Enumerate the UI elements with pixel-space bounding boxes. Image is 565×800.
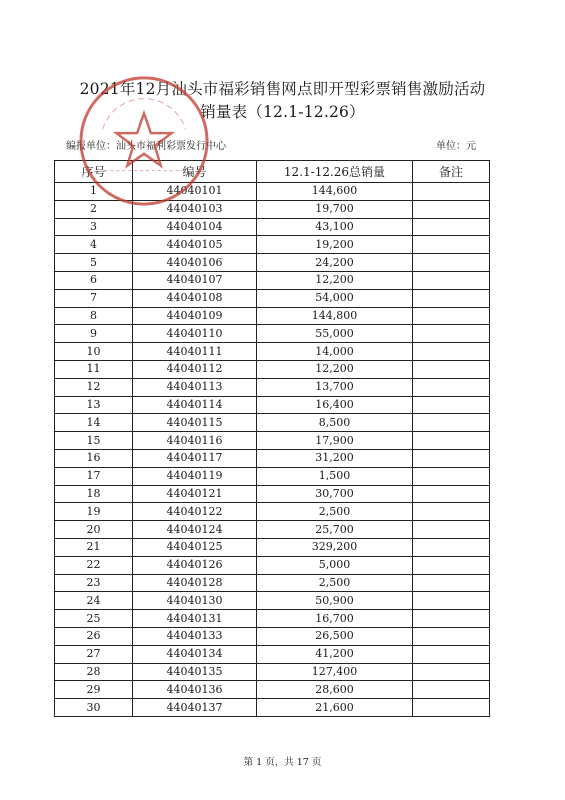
cell-note [413, 449, 490, 467]
cell-sales: 28,600 [257, 681, 413, 699]
cell-code: 44040134 [133, 645, 257, 663]
cell-code: 44040131 [133, 610, 257, 628]
table-row [55, 574, 490, 592]
cell-sales: 16,700 [257, 610, 413, 628]
cell-code: 44040108 [133, 289, 257, 307]
cell-sales: 2,500 [257, 574, 413, 592]
cell-note [413, 289, 490, 307]
cell-note [413, 503, 490, 521]
cell-note [413, 360, 490, 378]
cell-sales: 41,200 [257, 645, 413, 663]
cell-note [413, 592, 490, 610]
cell-sales: 5,000 [257, 556, 413, 574]
table-row [55, 200, 490, 218]
cell-no: 25 [55, 610, 133, 628]
cell-note [413, 432, 490, 450]
cell-code: 44040125 [133, 538, 257, 556]
cell-no: 3 [55, 218, 133, 236]
cell-code: 44040106 [133, 254, 257, 272]
table-row [55, 325, 490, 343]
header-no: 序号 [55, 161, 133, 183]
cell-note [413, 467, 490, 485]
cell-note [413, 183, 490, 201]
cell-code: 44040114 [133, 396, 257, 414]
cell-note [413, 556, 490, 574]
cell-code: 44040137 [133, 699, 257, 717]
cell-note [413, 236, 490, 254]
table-row [55, 183, 490, 201]
cell-note [413, 414, 490, 432]
cell-no: 8 [55, 307, 133, 325]
cell-sales: 144,800 [257, 307, 413, 325]
cell-no: 1 [55, 183, 133, 201]
cell-sales: 55,000 [257, 325, 413, 343]
header-code: 编号 [133, 161, 257, 183]
cell-note [413, 663, 490, 681]
sales-table [54, 160, 490, 717]
cell-sales: 14,000 [257, 343, 413, 361]
table-row [55, 663, 490, 681]
cell-code: 44040130 [133, 592, 257, 610]
cell-no: 15 [55, 432, 133, 450]
cell-sales: 127,400 [257, 663, 413, 681]
cell-no: 21 [55, 538, 133, 556]
cell-code: 44040122 [133, 503, 257, 521]
table-row [55, 396, 490, 414]
table-row [55, 271, 490, 289]
unit-label: 单位：元 [436, 141, 476, 152]
cell-no: 24 [55, 592, 133, 610]
cell-no: 10 [55, 343, 133, 361]
cell-note [413, 610, 490, 628]
cell-note [413, 574, 490, 592]
table-row [55, 289, 490, 307]
table-row [55, 360, 490, 378]
cell-sales: 12,200 [257, 360, 413, 378]
cell-sales: 21,600 [257, 699, 413, 717]
cell-note [413, 627, 490, 645]
page-footer: 第 1 页，共 17 页 [243, 757, 322, 768]
table-row [55, 254, 490, 272]
cell-sales: 54,000 [257, 289, 413, 307]
table-row [55, 538, 490, 556]
cell-code: 44040110 [133, 325, 257, 343]
cell-sales: 2,500 [257, 503, 413, 521]
cell-note [413, 307, 490, 325]
cell-no: 23 [55, 574, 133, 592]
cell-note [413, 378, 490, 396]
cell-note [413, 485, 490, 503]
cell-no: 28 [55, 663, 133, 681]
cell-code: 44040111 [133, 343, 257, 361]
table-row [55, 503, 490, 521]
cell-no: 30 [55, 699, 133, 717]
cell-code: 44040105 [133, 236, 257, 254]
table-row [55, 645, 490, 663]
cell-no: 5 [55, 254, 133, 272]
cell-no: 18 [55, 485, 133, 503]
cell-note [413, 699, 490, 717]
cell-note [413, 218, 490, 236]
cell-code: 44040109 [133, 307, 257, 325]
table-row [55, 592, 490, 610]
cell-note [413, 325, 490, 343]
document-title-line2: 销量表（12.1-12.26） [200, 103, 365, 121]
cell-no: 29 [55, 681, 133, 699]
cell-code: 44040103 [133, 200, 257, 218]
table-row [55, 378, 490, 396]
cell-sales: 31,200 [257, 449, 413, 467]
cell-sales: 1,500 [257, 467, 413, 485]
cell-no: 17 [55, 467, 133, 485]
cell-no: 2 [55, 200, 133, 218]
cell-code: 44040128 [133, 574, 257, 592]
cell-code: 44040117 [133, 449, 257, 467]
cell-sales: 30,700 [257, 485, 413, 503]
cell-sales: 19,700 [257, 200, 413, 218]
header-note: 备注 [413, 161, 490, 183]
cell-code: 44040121 [133, 485, 257, 503]
cell-no: 7 [55, 289, 133, 307]
cell-sales: 8,500 [257, 414, 413, 432]
cell-code: 44040133 [133, 627, 257, 645]
table-row [55, 556, 490, 574]
table-row [55, 343, 490, 361]
table-row [55, 521, 490, 539]
header-sales: 12.1-12.26总销量 [257, 161, 413, 183]
cell-sales: 17,900 [257, 432, 413, 450]
table-row [55, 432, 490, 450]
cell-sales: 19,200 [257, 236, 413, 254]
cell-note [413, 254, 490, 272]
cell-code: 44040104 [133, 218, 257, 236]
cell-no: 20 [55, 521, 133, 539]
cell-no: 11 [55, 360, 133, 378]
cell-no: 12 [55, 378, 133, 396]
table-header-row [55, 161, 490, 183]
table-row [55, 467, 490, 485]
cell-code: 44040126 [133, 556, 257, 574]
table-row [55, 218, 490, 236]
cell-no: 9 [55, 325, 133, 343]
table-row [55, 681, 490, 699]
cell-note [413, 681, 490, 699]
cell-sales: 24,200 [257, 254, 413, 272]
compiled-by-label: 编报单位：汕头市福利彩票发行中心 [66, 141, 226, 152]
cell-sales: 26,500 [257, 627, 413, 645]
cell-code: 44040115 [133, 414, 257, 432]
cell-sales: 13,700 [257, 378, 413, 396]
cell-sales: 329,200 [257, 538, 413, 556]
cell-code: 44040124 [133, 521, 257, 539]
cell-note [413, 645, 490, 663]
document-title-line1: 2021年12月汕头市福彩销售网点即开型彩票销售激励活动 [79, 80, 486, 98]
cell-code: 44040116 [133, 432, 257, 450]
cell-sales: 50,900 [257, 592, 413, 610]
cell-no: 22 [55, 556, 133, 574]
cell-sales: 12,200 [257, 271, 413, 289]
cell-no: 16 [55, 449, 133, 467]
cell-sales: 144,600 [257, 183, 413, 201]
cell-code: 44040135 [133, 663, 257, 681]
cell-no: 6 [55, 271, 133, 289]
cell-note [413, 271, 490, 289]
cell-sales: 43,100 [257, 218, 413, 236]
cell-sales: 16,400 [257, 396, 413, 414]
cell-code: 44040107 [133, 271, 257, 289]
cell-code: 44040113 [133, 378, 257, 396]
cell-note [413, 396, 490, 414]
table-row [55, 307, 490, 325]
cell-note [413, 538, 490, 556]
cell-no: 13 [55, 396, 133, 414]
table-row [55, 414, 490, 432]
cell-note [413, 521, 490, 539]
table-row [55, 236, 490, 254]
cell-no: 19 [55, 503, 133, 521]
cell-code: 44040136 [133, 681, 257, 699]
table-row [55, 627, 490, 645]
table-row [55, 699, 490, 717]
cell-no: 27 [55, 645, 133, 663]
cell-code: 44040119 [133, 467, 257, 485]
table-row [55, 485, 490, 503]
table-row [55, 449, 490, 467]
cell-sales: 25,700 [257, 521, 413, 539]
cell-note [413, 200, 490, 218]
cell-no: 26 [55, 627, 133, 645]
cell-no: 14 [55, 414, 133, 432]
cell-note [413, 343, 490, 361]
table-row [55, 610, 490, 628]
cell-code: 44040112 [133, 360, 257, 378]
cell-no: 4 [55, 236, 133, 254]
cell-code: 44040101 [133, 183, 257, 201]
